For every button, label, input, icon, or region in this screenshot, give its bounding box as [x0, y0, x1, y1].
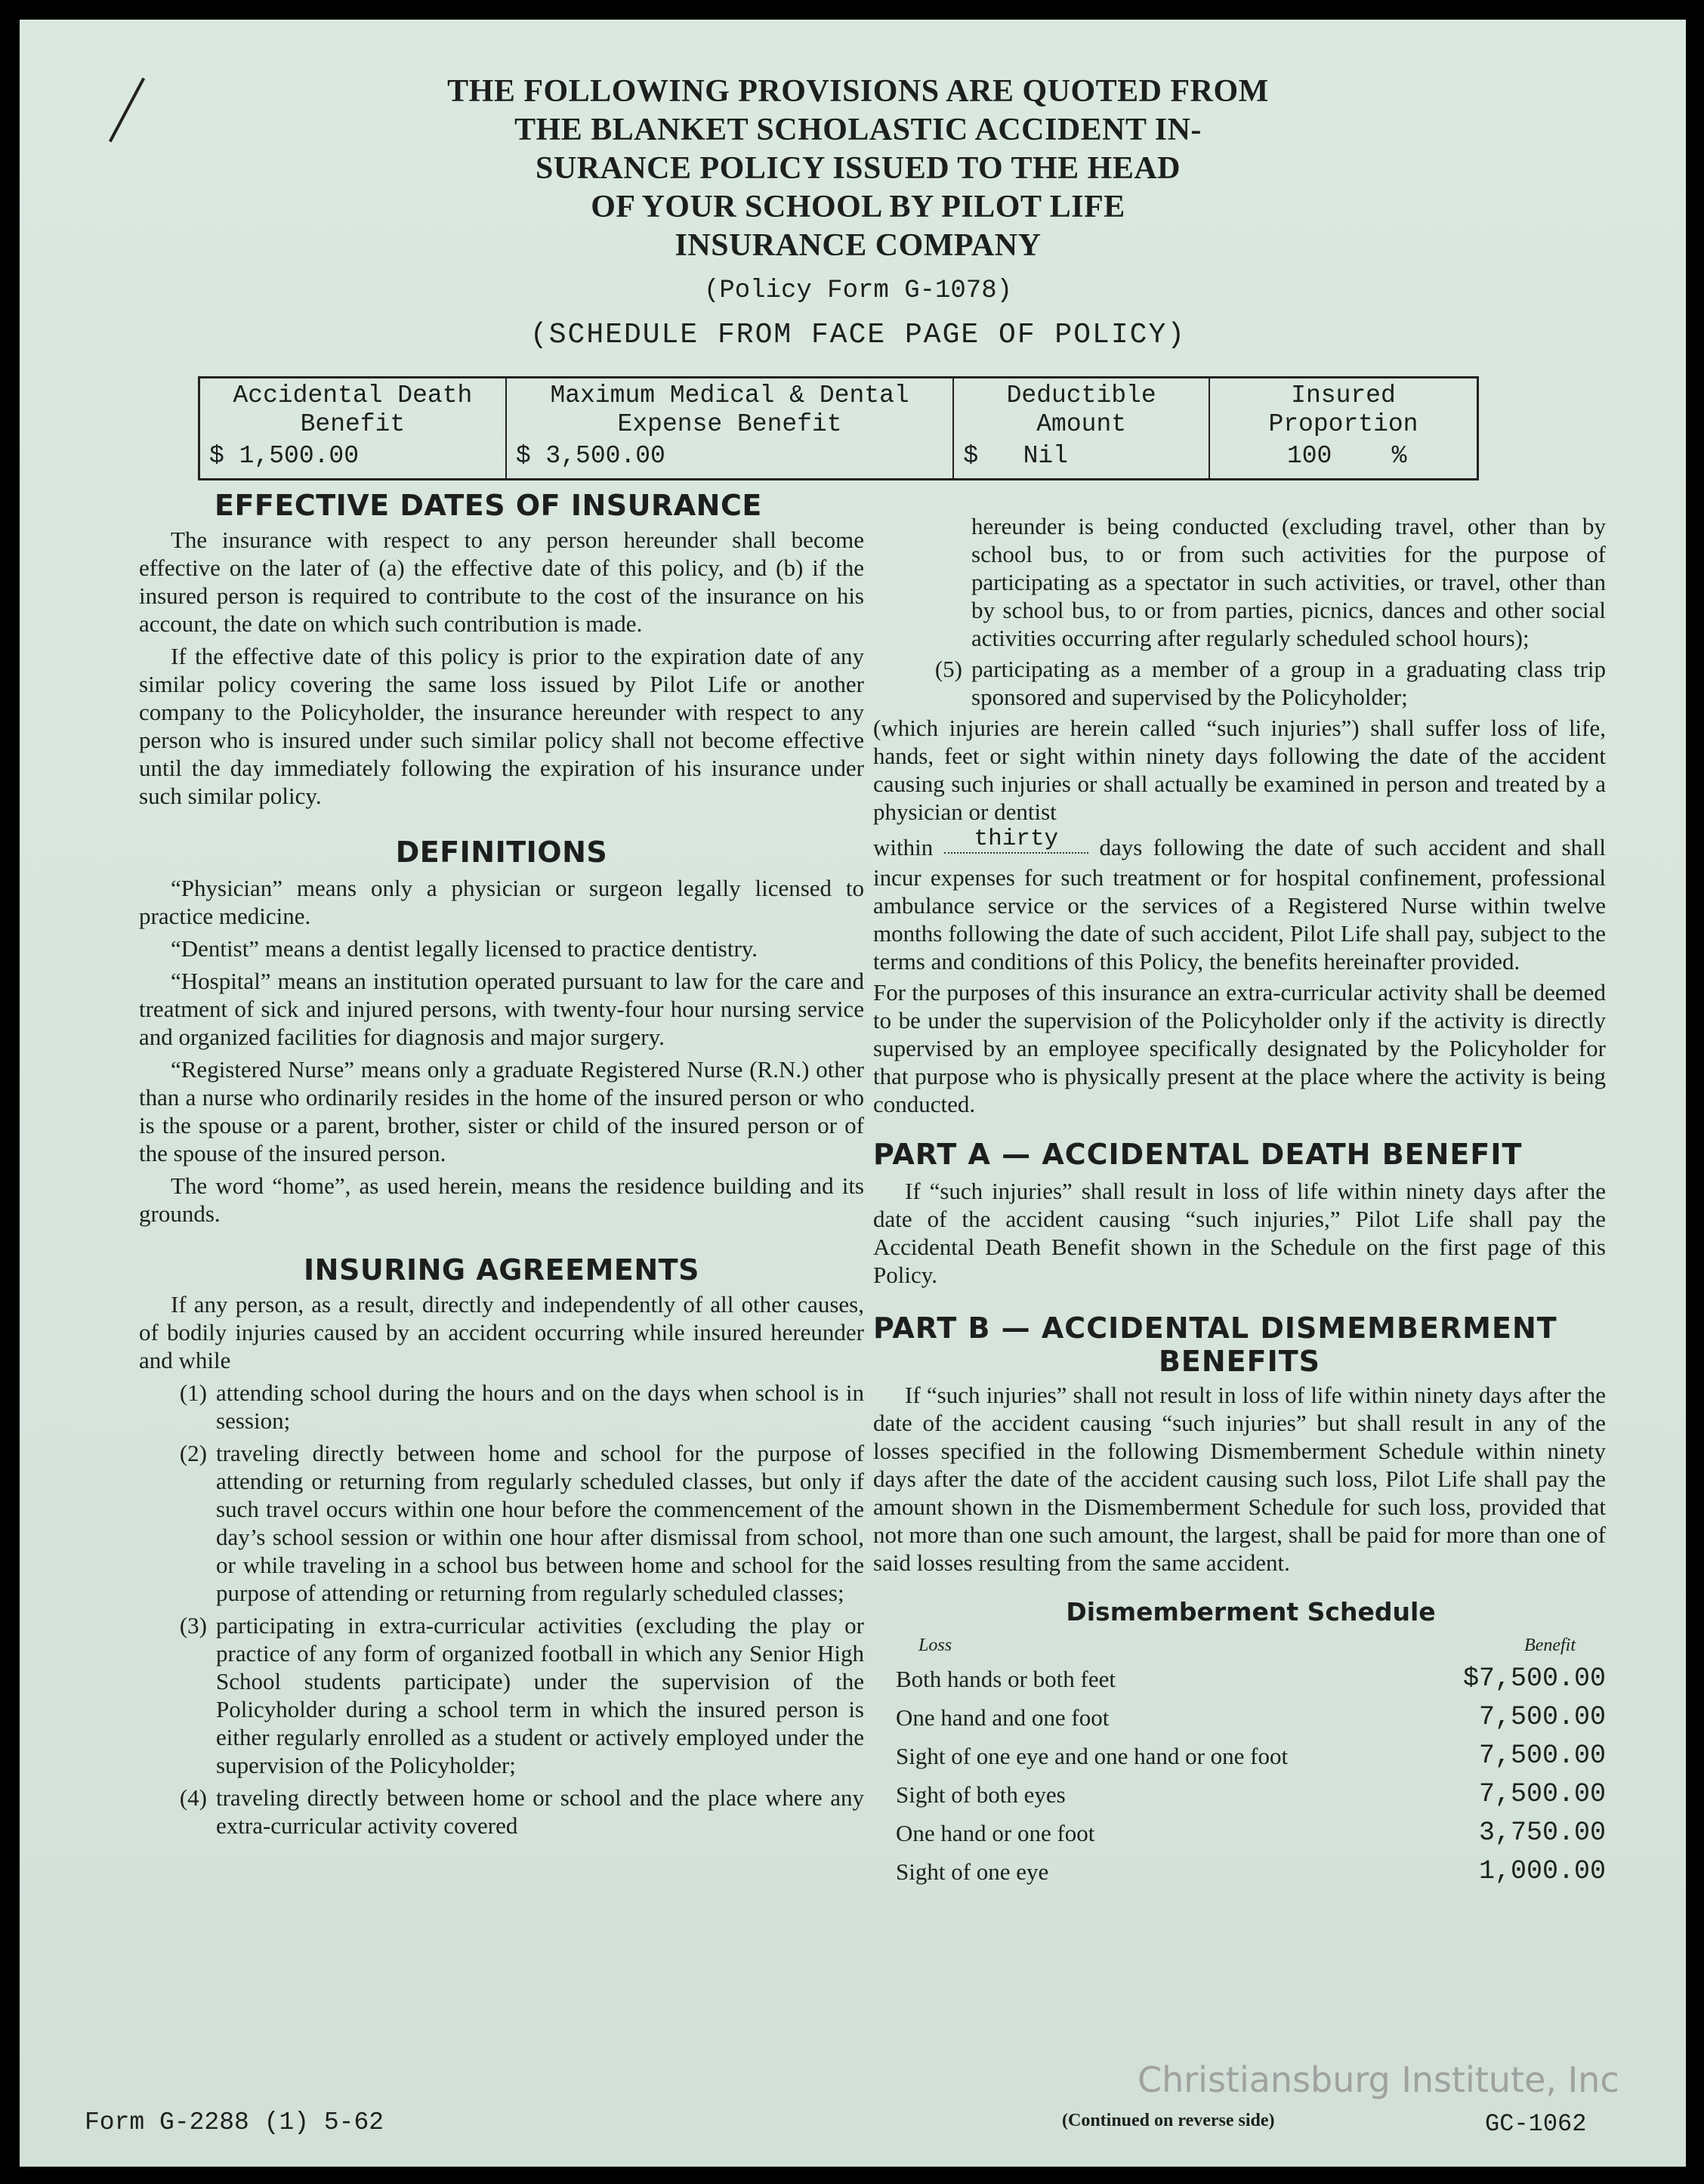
insuring-item-4-continued: hereunder is being conducted (excluding travel, other than by school bus, to or from such activities for the purpose of participating as a spectator in such activities, or travel, other than by school bus, to or from parties, picnics, dances and other social activities occurring after regularly scheduled school hours); [971, 513, 1606, 651]
part-a-heading: PART A — ACCIDENTAL DEATH BENEFIT [873, 1138, 1523, 1171]
dismemberment-schedule [873, 1598, 1606, 1891]
table-row: Both hands or both feet $7,500.00 [896, 1663, 1606, 1694]
schedule-cell-medical-benefit: Maximum Medical & Dental Expense Benefit $ 3,500.00 [506, 378, 954, 480]
extra-curricular-clause: For the purposes of this insurance an extra-curricular activity shall be deemed to be under the supervision of the Policyholder only if the activity is directly supervised by an employee specifically designated by the Policyholder for that purpose who is physically present at the place where the activity is being conducted. [873, 979, 1606, 1117]
dismemberment-table [896, 1632, 1606, 1891]
pen-mark [109, 78, 145, 143]
insuring-item-3: (3) participating in extra-curricular activities (excluding the play or practice of any form of organized football in which any Senior High School students participate) under the supervision of the Policyholder during a school term in which the insured person is either regularly enrolled as a student or actively employed under the supervision of the Policyholder; [179, 1612, 864, 1778]
left-column [139, 489, 864, 1840]
days-fill-in: thirty [944, 826, 1089, 854]
form-number: Form G-2288 (1) 5-62 [85, 2108, 384, 2136]
watermark: Christiansburg Institute, Inc [1138, 2059, 1619, 2100]
injuries-clause: (which injuries are herein called “such injuries”) shall suffer loss of life, hands, feet or sight within ninety days following the date of the accident causing such injuries or shall actually be examined in person and treated by a physician or dentist [873, 715, 1606, 825]
policy-form-number: (Policy Form G-1078) [703, 276, 1013, 305]
definition-home: The word “home”, as used herein, means the residence building and its grounds. [139, 1172, 864, 1227]
table-row: Sight of one eye 1,000.00 [896, 1856, 1606, 1886]
insuring-intro: If any person, as a result, directly and independently of all other causes, of bodily injuries caused by an accident occurring while insured hereunder and while [139, 1291, 864, 1373]
definition-physician: “Physician” means only a physician or surgeon legally licensed to practice medicine. [139, 875, 864, 929]
insuring-item-1: (1) attending school during the hours and on the days when school is in session; [179, 1379, 864, 1434]
benefit-schedule-table [198, 376, 1479, 480]
schedule-cell-proportion: Insured Proportion 100 % [1209, 378, 1478, 480]
definition-registered-nurse: “Registered Nurse” means only a graduate Registered Nurse (R.N.) other than a nurse who ordinarily resides in the home of the insured person or who is the spouse or a parent, brother, sister or child of the insured person or of the spouse of the insured person. [139, 1056, 864, 1166]
schedule-heading: (SCHEDULE FROM FACE PAGE OF POLICY) [529, 319, 1187, 351]
table-row: One hand or one foot 3,750.00 [896, 1818, 1606, 1848]
part-a-text: If “such injuries” shall result in loss of life within ninety days after the date of the accident causing “such injuries,” Pilot Life shall pay the Accidental Death Benefit shown in the Schedule on the first page of this Policy. [873, 1178, 1606, 1288]
treatment-clause: within thirty days following the date of such accident and shall incur expenses for such treatment or for hospital confinement, professional ambulance service or the services of a Registered Nurse within twelve months following the date of such accident, Pilot Life shall pay, subject to the terms and conditions of this Policy, the benefits hereinafter provided. [873, 826, 1607, 975]
insuring-item-4: (4) traveling directly between home or school and the place where any extra-curricular activity covered [179, 1784, 864, 1839]
document-code: GC-1062 [1485, 2110, 1587, 2138]
schedule-cell-death-benefit: Accidental Death Benefit $ 1,500.00 [209, 382, 473, 470]
right-column [873, 512, 1606, 1891]
table-row: Sight of one eye and one hand or one foot 7,500.00 [896, 1741, 1606, 1771]
column-header-benefit: Benefit [1524, 1636, 1576, 1655]
continued-note: (Continued on reverse side) [1062, 2111, 1275, 2130]
document-page [20, 20, 1686, 2167]
dismemberment-heading: Dismemberment Schedule [1066, 1597, 1436, 1626]
insuring-item-2: (2) traveling directly between home and school for the purpose of attending or returning from regularly scheduled classes, but only if such travel occurs within one hour before the commencement of the day’s school session or within one hour after dismissal from school, or while traveling in a school bus between home and school for the purpose of attending or returning from regularly scheduled classes; [179, 1440, 864, 1606]
definitions-heading: DEFINITIONS [395, 836, 608, 869]
column-header-loss: Loss [918, 1636, 952, 1655]
schedule-cell-deductible: Deductible Amount $ Nil [953, 378, 1209, 480]
definition-dentist: “Dentist” means a dentist legally licensed to practice dentistry. [171, 935, 758, 962]
definition-hospital: “Hospital” means an institution operated pursuant to law for the care and treatment of sick and injured persons, with twenty-four hour nursing service and organized facilities for diagnosis and major surgery. [139, 968, 864, 1050]
effective-paragraph-1: The insurance with respect to any person hereunder shall become effective on the later of (a) the effective date of this policy, and (b) if the insured person is required to contribute to the cost of the insurance on his account, the date on which such contribution is made. [139, 527, 864, 637]
part-b-text: If “such injuries” shall not result in loss of life within ninety days after the date of the accident causing “such injuries” but shall result in any of the losses specified in the following Dismemberment Schedule within ninety days after the date of the accident causing such loss, Pilot Life shall pay the amount shown in the Dismemberment Schedule for such loss, provided that not more than one such amount, the largest, shall be paid for more than one of said losses resulting from the same accident. [873, 1382, 1606, 1576]
insuring-item-5: (5) participating as a member of a group in a graduating class trip sponsored and supervised by the Policyholder; [934, 656, 1606, 710]
table-row: One hand and one foot 7,500.00 [896, 1702, 1606, 1732]
insuring-agreements-heading: INSURING AGREEMENTS [304, 1253, 699, 1287]
document-title: THE FOLLOWING PROVISIONS ARE QUOTED FROM THE BLANKET SCHOLASTIC ACCIDENT IN- SURANCE POLICY ISSUED TO THE HEAD OF YOUR SCHOOL BY PILOT LIFE INSURANCE COMPANY [447, 74, 1269, 263]
part-b-heading: PART B — ACCIDENTAL DISMEMBERMENT BENEFITS [873, 1311, 1557, 1378]
effective-dates-heading: EFFECTIVE DATES OF INSURANCE [215, 489, 762, 522]
table-row: Sight of both eyes 7,500.00 [896, 1779, 1606, 1809]
effective-paragraph-2: If the effective date of this policy is prior to the expiration date of any similar policy covering the same loss issued by Pilot Life or another company to the Policyholder, the insurance hereunder with respect to any person who is insured under such similar policy shall not become effective until the day immediately following the expiration of his insurance under such similar policy. [139, 643, 864, 809]
